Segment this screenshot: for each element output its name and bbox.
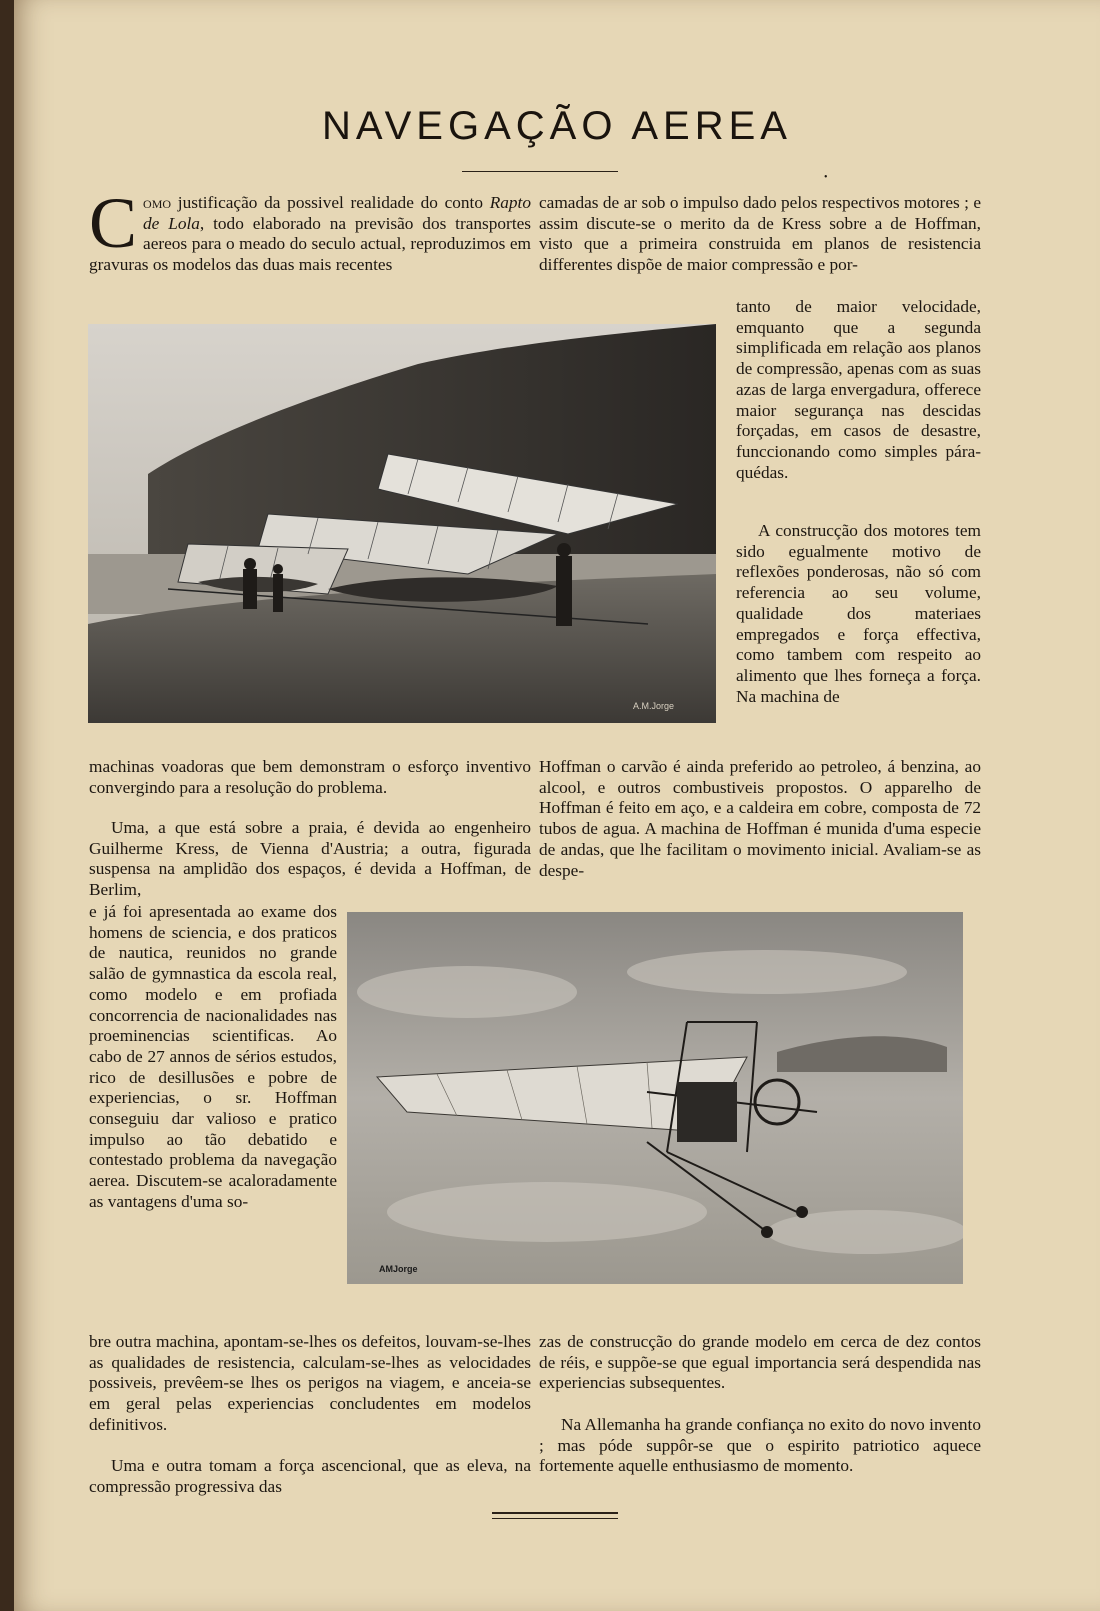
figure-kress-flying-machine	[88, 324, 716, 723]
col1-bottom-paragraph-b	[89, 1456, 531, 1497]
figure1-artist-signature: A.M.Jorge	[633, 701, 675, 711]
intro-text-pre: justificação da possivel realidade do conto	[171, 193, 490, 212]
col2-narrow-b-text: A construcção dos motores tem sido egualmente motivo de reflexões ponderosas, não só com referencia ao seu volume, qualidade dos materiaes empregados e força effectiva, como tambem com respeito ao alimento que lhes forneça a força. Na machina de	[736, 521, 981, 706]
col1-paragraph-a: machinas voadoras que bem demonstram o esforço inventivo convergindo para a resolução do problema.	[89, 757, 531, 797]
kress-machine-engraving	[88, 324, 716, 723]
col1-paragraph-b-text: Uma, a que está sobre a praia, é devida ao engenheiro Guilherme Kress, de Vienna d'Austria; a outra, figurada suspensa na amplidão dos espaços, é devida a Hoffman, de Berlim,	[89, 818, 531, 900]
magazine-page	[14, 0, 1100, 1611]
figure2-artist-signature: AMJorge	[379, 1264, 418, 1274]
col1-bottom-b-text: Uma e outra tomam a força ascencional, que as eleva, na compressão progressiva das	[89, 1456, 531, 1496]
title-divider	[462, 171, 618, 172]
intro-opening-word: omo	[143, 193, 172, 212]
col1-narrow-paragraph: e já foi apresentada ao exame dos homens de sciencia, e dos praticos de nautica, reunidos no grande salão de gymnastica da escola real, como modelo e em profiada concorrencia de nacionalidades nas proeminencias scientificas. Ao cabo de 27 annos de sérios estudos, rico de desillusões e pobre de experiencias, o sr. Hoffman conseguiu dar valioso e pratico impulso ao tão debatido e contestado problema da navegação aerea. Discutem-se acaloradamente as vantagens d'uma so-	[89, 902, 337, 1211]
col1-bottom-paragraph-a: bre outra machina, apontam-se-lhes os defeitos, louvam-se-lhes as qualidades de resistencia, calculam-se-lhes as velocidades possiveis, prevêem-se lhes os perigos na viagem, e anceia-se em geral pelas experiencias concludentes em modelos definitivos.	[89, 1332, 531, 1434]
end-rule-bottom	[492, 1518, 618, 1519]
intro-paragraph	[89, 183, 532, 276]
drop-cap: C	[89, 183, 138, 263]
hoffman-machine-engraving	[347, 912, 963, 1284]
col2-bottom-paragraph-a: zas de construcção do grande modelo em cerca de dez contos de réis, e suppõe-se que egual importancia será despendida nas experiencias subsequentes.	[539, 1332, 981, 1393]
col2-mid-paragraph: Hoffman o carvão é ainda preferido ao petroleo, á benzina, ao alcool, e outros combustiveis propostos. O apparelho de Hoffman é feito em aço, e a caldeira em cobre, composta de 72 tubos de agua. A machina de Hoffman é munida d'uma especie de andas, que lhe facilitam o movimento inicial. Avaliam-se as despe-	[539, 757, 981, 880]
col2-narrow-paragraph-a: tanto de maior velocidade, emquanto que a segunda simplificada em relação aos planos de compressão, apenas com as suas azas de larga envergadura, offerece maior segurança nas descidas forçadas, em casos de desastre, funccionando como simples pára-quédas.	[736, 297, 981, 482]
ornament-dot: •	[824, 172, 828, 183]
figure-hoffman-flying-machine	[347, 912, 963, 1284]
story-title: Rapto de Lola	[143, 193, 531, 233]
page-title: NAVEGAÇÃO AEREA	[322, 104, 792, 148]
col2-narrow-paragraph-b	[736, 521, 981, 707]
col1-paragraph-b	[89, 818, 531, 901]
col2-bottom-b-text: Na Allemanha ha grande confiança no exito do novo invento ; mas póde suppôr-se que o espirito patriotico aquece fortemente aquelle enthusiasmo de momento.	[539, 1415, 981, 1476]
col2-top-paragraph: camadas de ar sob o impulso dado pelos respectivos motores ; e assim discute-se o merito da de Kress sobre a de Hoffman, visto que a primeira construida em planos de resistencia differentes dispõe de maior compressão e por-	[539, 193, 981, 275]
col2-bottom-paragraph-b	[539, 1415, 981, 1477]
intro-text-post: , todo elaborado na previsão dos transportes aereos para o meado do seculo actual, reproduzimos em gravuras os modelos das duas mais recentes	[89, 213, 532, 275]
end-rule-top	[492, 1512, 618, 1514]
